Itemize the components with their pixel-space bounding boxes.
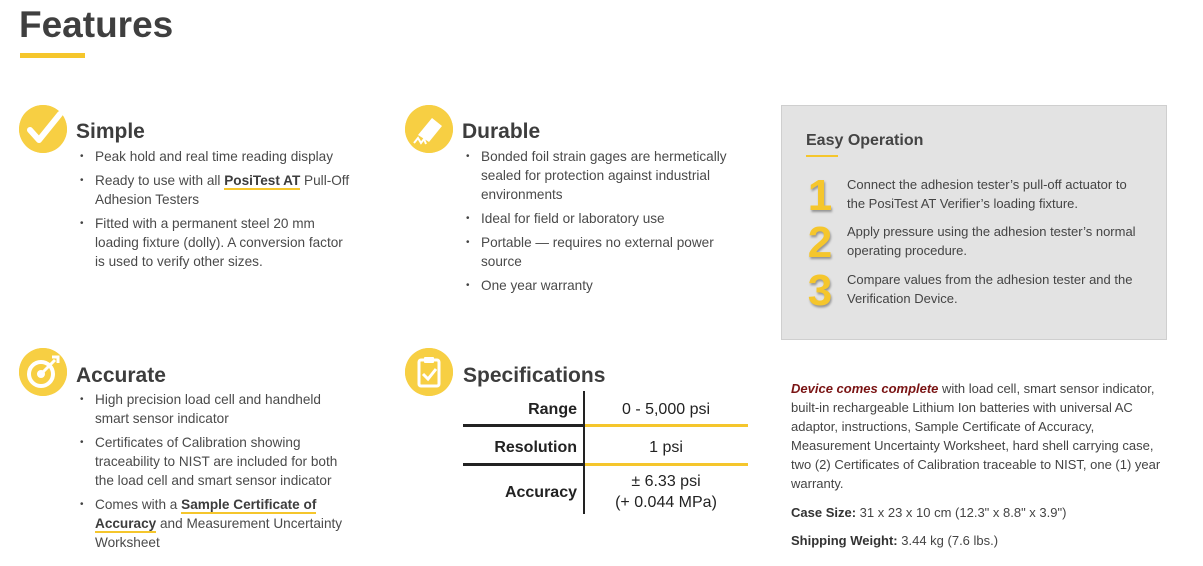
spec-label-accuracy: Accuracy [504,484,577,501]
step-number: 1 [807,171,833,220]
package-description [791,379,1163,493]
spec-vertical-divider [583,391,585,514]
spec-value-accuracy-metric: (+ 0.044 MPa) [615,494,717,511]
durable-block-icon [405,105,453,153]
simple-title: Simple [76,120,145,143]
spec-value-accuracy: ± 6.33 psi [631,473,701,490]
list-item: • Portable — requires no external power source [462,233,737,271]
list-item: • High precision load cell and handheld smart sensor indicator [76,390,356,428]
step-number: 3 [807,266,833,315]
specifications-title: Specifications [463,364,606,387]
spec-divider [585,424,748,427]
step-number: 2 [807,218,833,267]
positest-at-link[interactable]: PosiTest AT [224,173,301,188]
clipboard-icon [405,348,453,396]
list-item-text: Pull-Off Adhesion Testers [95,173,350,207]
shipping-weight [791,533,998,548]
list-item: • Peak hold and real time reading display [76,147,351,166]
sample-certificate-link[interactable]: Sample Certificate of Accuracy [95,497,317,531]
case-size [791,505,1066,520]
list-item-text: and Measurement Uncertainty Worksheet [95,516,343,550]
durable-title: Durable [462,120,541,143]
spec-divider [463,463,584,466]
package-text: with load cell, smart sensor indicator, built-in rechargeable Lithium Ion batteries with universal AC adaptor, instructions, Sample Certificate of Accuracy, Measurement Uncertainty Worksheet, hard shell carrying case, two (2) Certificates of Calibration traceable to NIST, one (1) year warranty. [791,381,1161,491]
case-size-value: 31 x 23 x 10 cm (12.3" x 8.8" x 3.9") [856,505,1067,520]
list-item: • Ideal for field or laboratory use [462,209,737,228]
accurate-title: Accurate [76,364,166,387]
easy-operation-underline [806,155,838,157]
spec-divider [585,463,748,466]
list-item: • Fitted with a permanent steel 20 mm loading fixture (dolly). A conversion factor is used to verify other sizes. [76,214,351,271]
shipping-weight-value: 3.44 kg (7.6 lbs.) [897,533,999,548]
spec-label-range: Range [528,401,577,418]
list-item-text: Ready to use with all [95,173,225,188]
page-title: Features [19,4,174,45]
list-item-text: Comes with a [95,497,182,512]
target-icon [19,348,67,396]
step-text: Compare values from the adhesion tester and the Verification Device. [847,272,1133,306]
list-item: • One year warranty [462,276,737,295]
spec-value-range: 0 - 5,000 psi [621,401,711,418]
simple-list [76,147,351,276]
spec-divider [463,424,584,427]
list-item: • Bonded foil strain gages are hermetically sealed for protection against industrial environments [462,147,737,204]
list-item [76,171,351,209]
spec-value-resolution: 1 psi [649,439,683,456]
accurate-list [76,390,356,557]
shipping-weight-label: Shipping Weight: [791,533,898,548]
step-text: Apply pressure using the adhesion tester’s normal operating procedure. [847,224,1136,258]
easy-operation-title: Easy Operation [806,132,924,149]
checkmark-icon [19,105,67,153]
durable-list [462,147,737,300]
spec-label-resolution: Resolution [494,439,577,456]
package-lead: Device comes complete [791,381,939,396]
list-item: • Certificates of Calibration showing traceability to NIST are included for both the load cell and smart sensor indicator [76,433,356,490]
list-item [76,495,356,552]
title-underline [20,53,85,58]
step-text: Connect the adhesion tester’s pull-off actuator to the PosiTest AT Verifier’s loading fixture. [847,177,1127,211]
case-size-label: Case Size: [791,505,857,520]
